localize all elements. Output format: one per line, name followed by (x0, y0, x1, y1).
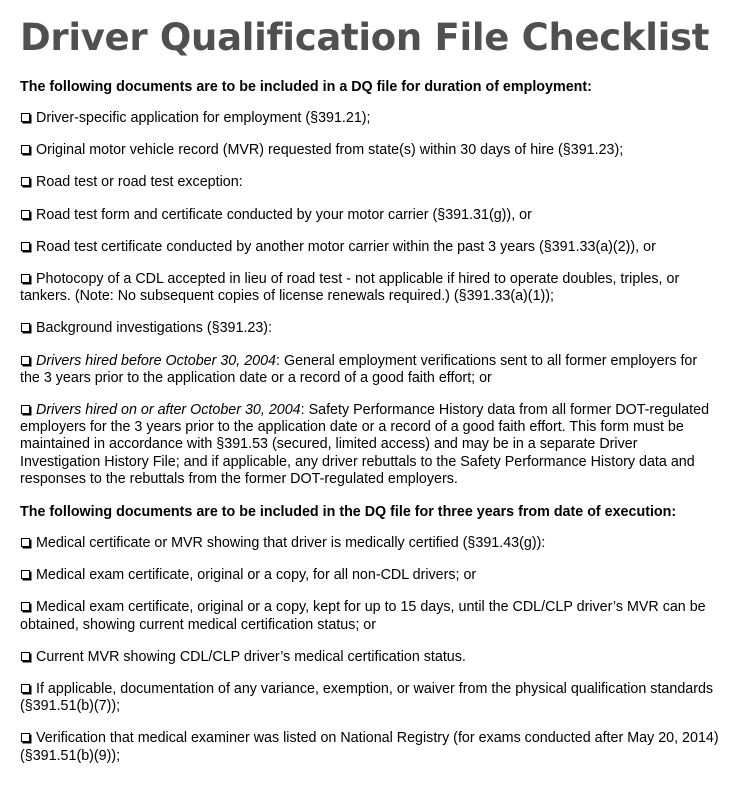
checklist-item (20, 649, 720, 666)
checklist-item (20, 402, 720, 488)
checklist-duration (20, 110, 720, 488)
section-heading-three-years: The following documents are to be included in the DQ file for three years from date of execution: (20, 504, 677, 521)
item-text: Road test certificate conducted by another motor carrier within the past 3 years (§391.33(a)(2)), or (36, 238, 656, 255)
item-text: If applicable, documentation of any variance, exemption, or waiver from the physical qualification standards (§391.51(b)(7)); (20, 681, 714, 715)
checkbox-icon[interactable] (21, 570, 30, 579)
item-text: Medical certificate or MVR showing that driver is medically certified (§391.43(g)): (36, 535, 546, 552)
checkbox-icon[interactable] (21, 538, 30, 547)
checklist-item (20, 142, 720, 159)
checklist-item (20, 320, 720, 337)
checklist-item (20, 567, 720, 584)
item-lead: Drivers hired before October 30, 2004 (36, 352, 276, 369)
checkbox-icon[interactable] (21, 602, 30, 611)
checklist-item (20, 271, 720, 305)
item-text: Verification that medical examiner was listed on National Registry (for exams conducted after May 20, 2014) (§391.51(b)(9)); (20, 730, 719, 764)
item-text: Original motor vehicle record (MVR) requested from state(s) within 30 days of hire (§391.23); (36, 142, 624, 159)
item-text: Road test or road test exception: (36, 174, 243, 191)
checklist-item (20, 239, 720, 256)
checkbox-icon[interactable] (21, 177, 30, 186)
checklist-item (20, 730, 720, 764)
checkbox-icon[interactable] (21, 210, 30, 219)
item-text: Background investigations (§391.23): (36, 320, 273, 337)
item-text: Medical exam certificate, original or a copy, for all non-CDL drivers; or (36, 567, 477, 584)
checklist-item (20, 207, 720, 224)
checklist-item (20, 681, 720, 715)
item-text: Driver-specific application for employment (§391.21); (36, 110, 371, 126)
checkbox-icon[interactable] (21, 242, 30, 251)
item-text: : General employment verifications sent to all former employers for the 3 years prior to the application date or a record of a good faith effort; or (20, 352, 698, 386)
checkbox-icon[interactable] (21, 323, 30, 332)
checkbox-icon[interactable] (21, 113, 30, 122)
section-heading-duration: The following documents are to be included in a DQ file for duration of employment: (20, 79, 592, 95)
checkbox-icon[interactable] (21, 684, 30, 693)
checkbox-icon[interactable] (21, 356, 30, 365)
checkbox-icon[interactable] (21, 145, 30, 154)
checklist-item (20, 599, 720, 633)
checkbox-icon[interactable] (21, 405, 30, 414)
document (20, 14, 720, 765)
item-text: Medical exam certificate, original or a copy, kept for up to 15 days, until the CDL/CLP driver’s MVR can be obtained, showing current medical certification status; or (20, 599, 706, 633)
page-title: Driver Qualification File Checklist (20, 16, 710, 59)
checklist-three-years (20, 535, 720, 765)
item-text: Current MVR showing CDL/CLP driver’s medical certification status. (36, 648, 466, 665)
item-text: Road test form and certificate conducted by your motor carrier (§391.31(g)), or (36, 206, 532, 223)
checkbox-icon[interactable] (21, 274, 30, 283)
item-text: Photocopy of a CDL accepted in lieu of road test - not applicable if hired to operate doubles, triples, or tankers. (Note: No subsequent copies of license renewals required.) (§391.33(a)(1)); (20, 271, 680, 305)
item-lead: Drivers hired on or after October 30, 2004 (36, 402, 301, 419)
checklist-item (20, 535, 720, 552)
checkbox-icon[interactable] (21, 733, 30, 742)
checkbox-icon[interactable] (21, 652, 30, 661)
checklist-item (20, 353, 720, 387)
checklist-item (20, 110, 720, 127)
item-text: : Safety Performance History data from all former DOT-regulated employers for the 3 years prior to the application date or a record of a good faith effort. This form must be maintained in accordance with §391.53 (secured, limited access) and may be in a separate Driver Investigation History File; and if applicable, any driver rebuttals to the Safety Performance History data and responses to the rebuttals from the former DOT-regulated employers. (20, 402, 710, 487)
checklist-item (20, 174, 720, 191)
